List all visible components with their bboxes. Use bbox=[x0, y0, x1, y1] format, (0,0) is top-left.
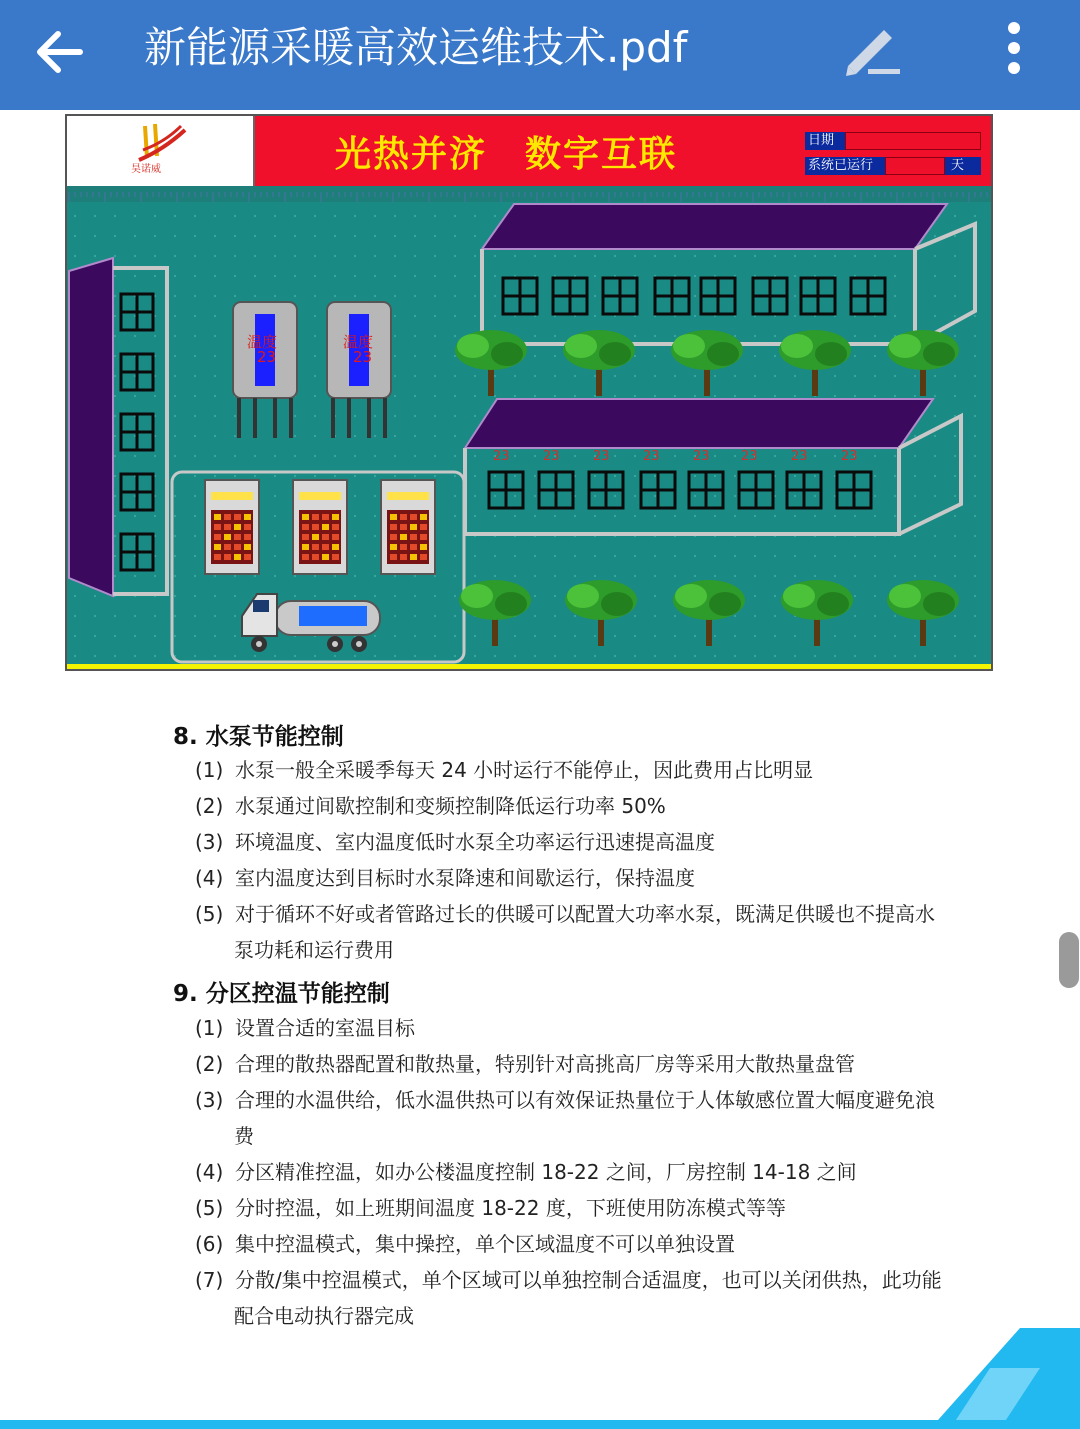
list-item-number: (4) bbox=[195, 866, 224, 890]
list-item bbox=[195, 1190, 786, 1226]
list-item-number: (1) bbox=[195, 758, 224, 782]
list-item-number: (6) bbox=[195, 1232, 224, 1256]
tank-2-temp-value: 23 bbox=[353, 348, 373, 366]
list-item-text: 设置合适的室温目标 bbox=[235, 1016, 415, 1040]
scrollbar-thumb[interactable] bbox=[1059, 932, 1079, 988]
list-item bbox=[195, 1154, 857, 1190]
more-options-button[interactable] bbox=[990, 16, 1038, 80]
tank-1-temp-label: 温度 bbox=[247, 333, 278, 351]
list-item-number: (5) bbox=[195, 902, 224, 926]
list-item bbox=[195, 860, 695, 896]
edit-button[interactable] bbox=[838, 16, 908, 80]
running-days-field bbox=[885, 157, 945, 175]
list-item-text: 集中控温模式，集中操控，单个区域温度不可以单独设置 bbox=[235, 1232, 735, 1256]
slogan: 光热并济 数字互联 bbox=[335, 133, 678, 175]
list-item bbox=[195, 1226, 735, 1262]
room-temp-value: 23 bbox=[543, 449, 560, 464]
list-item-text: 对于循环不好或者管路过长的供暖可以配置大功率水泵，既满足供暖也不提高水 bbox=[235, 902, 935, 926]
more-vertical-icon bbox=[990, 16, 1038, 80]
list-item bbox=[195, 1082, 935, 1118]
list-item-text: 水泵一般全采暖季每天 24 小时运行不能停止，因此费用占比明显 bbox=[235, 758, 814, 782]
list-item-text: 水泵通过间歇控制和变频控制降低运行功率 50% bbox=[235, 794, 666, 818]
list-item-continuation: 泵功耗和运行费用 bbox=[234, 938, 394, 962]
list-item-continuation: 费 bbox=[234, 1124, 254, 1148]
arrow-left-icon bbox=[28, 20, 92, 84]
scada-figure bbox=[65, 114, 993, 671]
list-item-number: (3) bbox=[195, 830, 224, 854]
back-button[interactable] bbox=[28, 20, 92, 84]
app-bar bbox=[0, 0, 1080, 110]
running-days-unit: 天 bbox=[945, 157, 981, 175]
list-item-text: 分时控温，如上班期间温度 18-22 度，下班使用防冻模式等等 bbox=[235, 1196, 786, 1220]
list-item-text: 环境温度、室内温度低时水泵全功率运行迅速提高温度 bbox=[235, 830, 715, 854]
list-item bbox=[195, 1010, 415, 1046]
section-heading: 8. 水泵节能控制 bbox=[173, 724, 344, 750]
room-temp-value: 23 bbox=[791, 449, 808, 464]
list-item-number: (2) bbox=[195, 1052, 224, 1076]
scada-scene bbox=[67, 116, 993, 671]
list-item bbox=[195, 788, 666, 824]
list-item-text: 合理的散热器配置和散热量，特别针对高挑高厂房等采用大散热量盘管 bbox=[235, 1052, 855, 1076]
list-item-continuation: 配合电动执行器完成 bbox=[234, 1304, 414, 1328]
page-footer-decoration bbox=[0, 1328, 1080, 1429]
room-temp-value: 23 bbox=[693, 449, 710, 464]
company-logo bbox=[67, 116, 255, 186]
room-temp-value: 23 bbox=[493, 449, 510, 464]
logo-mark-icon bbox=[131, 120, 191, 164]
list-item-text: 分散/集中控温模式，单个区域可以单独控制合适温度，也可以关闭供热，此功能 bbox=[235, 1268, 942, 1292]
list-item bbox=[195, 1046, 855, 1082]
scada-banner bbox=[255, 116, 993, 186]
room-temp-value: 23 bbox=[841, 449, 858, 464]
date-field bbox=[845, 132, 981, 150]
list-item-number: (1) bbox=[195, 1016, 224, 1040]
list-item-number: (2) bbox=[195, 794, 224, 818]
list-item-number: (7) bbox=[195, 1268, 224, 1292]
date-label: 日期 bbox=[805, 132, 845, 150]
list-item-number: (4) bbox=[195, 1160, 224, 1184]
list-item-number: (5) bbox=[195, 1196, 224, 1220]
tank-2-temp-label: 温度 bbox=[343, 333, 374, 351]
section-heading: 9. 分区控温节能控制 bbox=[173, 981, 390, 1007]
list-item-number: (3) bbox=[195, 1088, 224, 1112]
room-temp-value: 23 bbox=[741, 449, 758, 464]
list-item-text: 合理的水温供给，低水温供热可以有效保证热量位于人体敏感位置大幅度避免浪 bbox=[235, 1088, 935, 1112]
tanker-truck bbox=[242, 594, 380, 652]
room-temp-value: 23 bbox=[643, 449, 660, 464]
list-item bbox=[195, 896, 935, 932]
list-item bbox=[195, 752, 813, 788]
list-item-text: 室内温度达到目标时水泵降速和间歇运行，保持温度 bbox=[235, 866, 695, 890]
running-days-label: 系统已运行 bbox=[805, 157, 885, 175]
logo-text: 昊诺威 bbox=[131, 164, 161, 175]
list-item-text: 分区精准控温，如办公楼温度控制 18-22 之间，厂房控制 14-18 之间 bbox=[235, 1160, 857, 1184]
room-temp-value: 23 bbox=[593, 449, 610, 464]
pencil-icon bbox=[838, 16, 908, 80]
list-item bbox=[195, 824, 715, 860]
list-item bbox=[195, 1262, 942, 1298]
tank-1-temp-value: 23 bbox=[257, 348, 277, 366]
document-title: 新能源采暖高效运维技术.pdf bbox=[144, 23, 688, 72]
